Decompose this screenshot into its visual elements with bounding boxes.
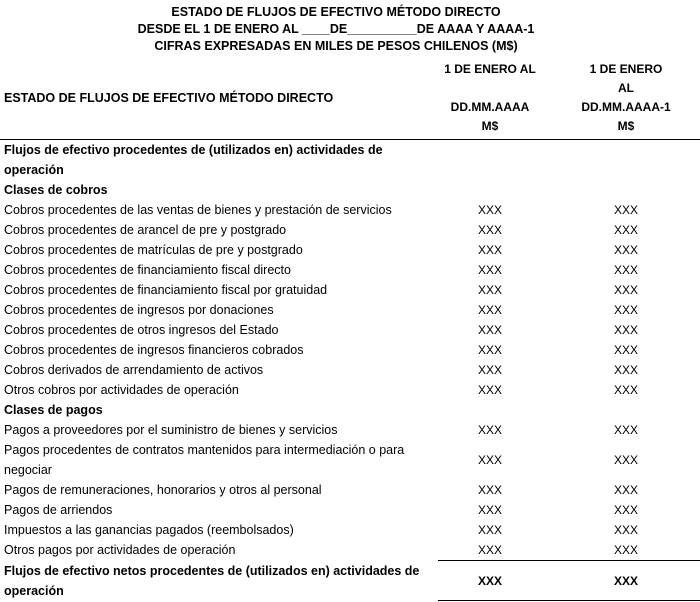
line-item-row	[0, 300, 700, 320]
amount-prior-period: XXX	[613, 283, 638, 297]
row-label: Clases de pagos	[4, 403, 103, 417]
amount-current-period: XXX	[477, 483, 502, 497]
column-header-line: M$	[617, 119, 635, 133]
amount-prior-period: XXX	[613, 323, 638, 337]
line-item-row	[0, 200, 700, 220]
amount-current-period: XXX	[477, 543, 502, 557]
table-body	[0, 140, 700, 601]
table-header-label: ESTADO DE FLUJOS DE EFECTIVO MÉTODO DIRECTO	[0, 58, 438, 140]
amount-prior-period: XXX	[613, 523, 638, 537]
row-label: Cobros procedentes de las ventas de bienes y prestación de servicios	[4, 203, 392, 217]
row-label: Impuestos a las ganancias pagados (reembolsados)	[4, 523, 294, 537]
table-header-row	[0, 58, 700, 140]
row-label: Cobros derivados de arrendamiento de activos	[4, 363, 264, 377]
amount-prior-period: XXX	[613, 363, 638, 377]
document-title	[0, 4, 700, 55]
amount-prior-period: XXX	[613, 303, 638, 317]
amount-current-period: XXX	[477, 263, 502, 277]
column-header-line: DD.MM.AAAA	[450, 100, 530, 114]
row-label: Cobros procedentes de matrículas de pre y postgrado	[4, 243, 303, 257]
section-header-row	[0, 140, 700, 181]
row-label: Clases de cobros	[4, 183, 108, 197]
row-label: Cobros procedentes de arancel de pre y postgrado	[4, 223, 287, 237]
amount-prior-period	[542, 140, 700, 181]
amount-prior-period: XXX	[613, 503, 638, 517]
amount-prior-period	[542, 400, 700, 420]
amount-current-period: XXX	[477, 323, 502, 337]
amount-prior-period: XXX	[613, 543, 638, 557]
amount-prior-period: XXX	[613, 243, 638, 257]
table-header	[0, 58, 700, 140]
column-header-line: M$	[481, 119, 499, 133]
total-row	[0, 561, 700, 601]
document-title-line3: CIFRAS EXPRESADAS EN MILES DE PESOS CHILENOS (M$)	[154, 39, 518, 53]
amount-current-period: XXX	[477, 453, 502, 467]
amount-current-period: XXX	[477, 383, 502, 397]
line-item-row	[0, 340, 700, 360]
row-label: Flujos de efectivo procedentes de (utilizados en) actividades de operación	[4, 143, 383, 177]
amount-prior-period: XXX	[613, 423, 638, 437]
document-title-line1: ESTADO DE FLUJOS DE EFECTIVO MÉTODO DIRECTO	[171, 5, 501, 19]
amount-current-period: XXX	[477, 523, 502, 537]
amount-current-period: XXX	[477, 283, 502, 297]
line-item-row	[0, 420, 700, 440]
amount-current-period: XXX	[477, 503, 502, 517]
cashflow-statement-table	[0, 58, 700, 601]
column-header-line: 1 DE ENERO AL	[444, 62, 536, 76]
amount-current-period: XXX	[477, 303, 502, 317]
line-item-row	[0, 440, 700, 480]
amount-current-period: XXX	[438, 561, 542, 601]
amount-current-period: XXX	[477, 423, 502, 437]
amount-prior-period: XXX	[613, 263, 638, 277]
column-header-line: DD.MM.AAAA-1	[581, 100, 671, 114]
line-item-row	[0, 520, 700, 540]
row-label: Cobros procedentes de ingresos financieros cobrados	[4, 343, 304, 357]
row-label: Pagos a proveedores por el suministro de bienes y servicios	[4, 423, 338, 437]
row-label: Otros cobros por actividades de operación	[4, 383, 239, 397]
amount-prior-period: XXX	[613, 223, 638, 237]
amount-prior-period: XXX	[613, 203, 638, 217]
line-item-row	[0, 480, 700, 500]
line-item-row	[0, 540, 700, 561]
amount-prior-period: XXX	[542, 561, 700, 601]
column-header-line: AL	[618, 81, 634, 95]
line-item-row	[0, 220, 700, 240]
amount-current-period: XXX	[477, 363, 502, 377]
line-item-row	[0, 360, 700, 380]
document-title-line2: DESDE EL 1 DE ENERO AL ____DE__________DE AAAA Y AAAA-1	[137, 22, 535, 36]
row-label: Cobros procedentes de ingresos por donaciones	[4, 303, 274, 317]
line-item-row	[0, 280, 700, 300]
amount-current-period	[438, 180, 542, 200]
amount-current-period	[438, 140, 542, 181]
line-item-row	[0, 320, 700, 340]
amount-current-period: XXX	[477, 203, 502, 217]
amount-current-period	[438, 400, 542, 420]
column-header-current-period	[438, 58, 542, 140]
row-label: Cobros procedentes de financiamiento fiscal directo	[4, 263, 291, 277]
row-label: Pagos de remuneraciones, honorarios y otros al personal	[4, 483, 322, 497]
row-label: Pagos de arriendos	[4, 503, 113, 517]
column-header-prior-period	[542, 58, 700, 140]
row-label: Cobros procedentes de otros ingresos del Estado	[4, 323, 279, 337]
row-label: Pagos procedentes de contratos mantenidos para intermediación o para negociar	[4, 443, 405, 477]
column-header-line: 1 DE ENERO	[589, 62, 663, 76]
amount-prior-period: XXX	[613, 483, 638, 497]
line-item-row	[0, 240, 700, 260]
amount-prior-period: XXX	[613, 343, 638, 357]
column-header-line	[438, 79, 542, 98]
line-item-row	[0, 500, 700, 520]
subsection-header-row	[0, 180, 700, 200]
row-label: Flujos de efectivo netos procedentes de (utilizados en) actividades de operación	[4, 563, 420, 598]
row-label: Cobros procedentes de financiamiento fiscal por gratuidad	[4, 283, 328, 297]
amount-prior-period: XXX	[613, 383, 638, 397]
amount-current-period: XXX	[477, 343, 502, 357]
row-label: Otros pagos por actividades de operación	[4, 543, 236, 558]
amount-prior-period: XXX	[613, 453, 638, 467]
subsection-header-row	[0, 400, 700, 420]
line-item-row	[0, 380, 700, 400]
amount-current-period: XXX	[477, 243, 502, 257]
amount-current-period: XXX	[477, 223, 502, 237]
line-item-row	[0, 260, 700, 280]
amount-prior-period	[542, 180, 700, 200]
